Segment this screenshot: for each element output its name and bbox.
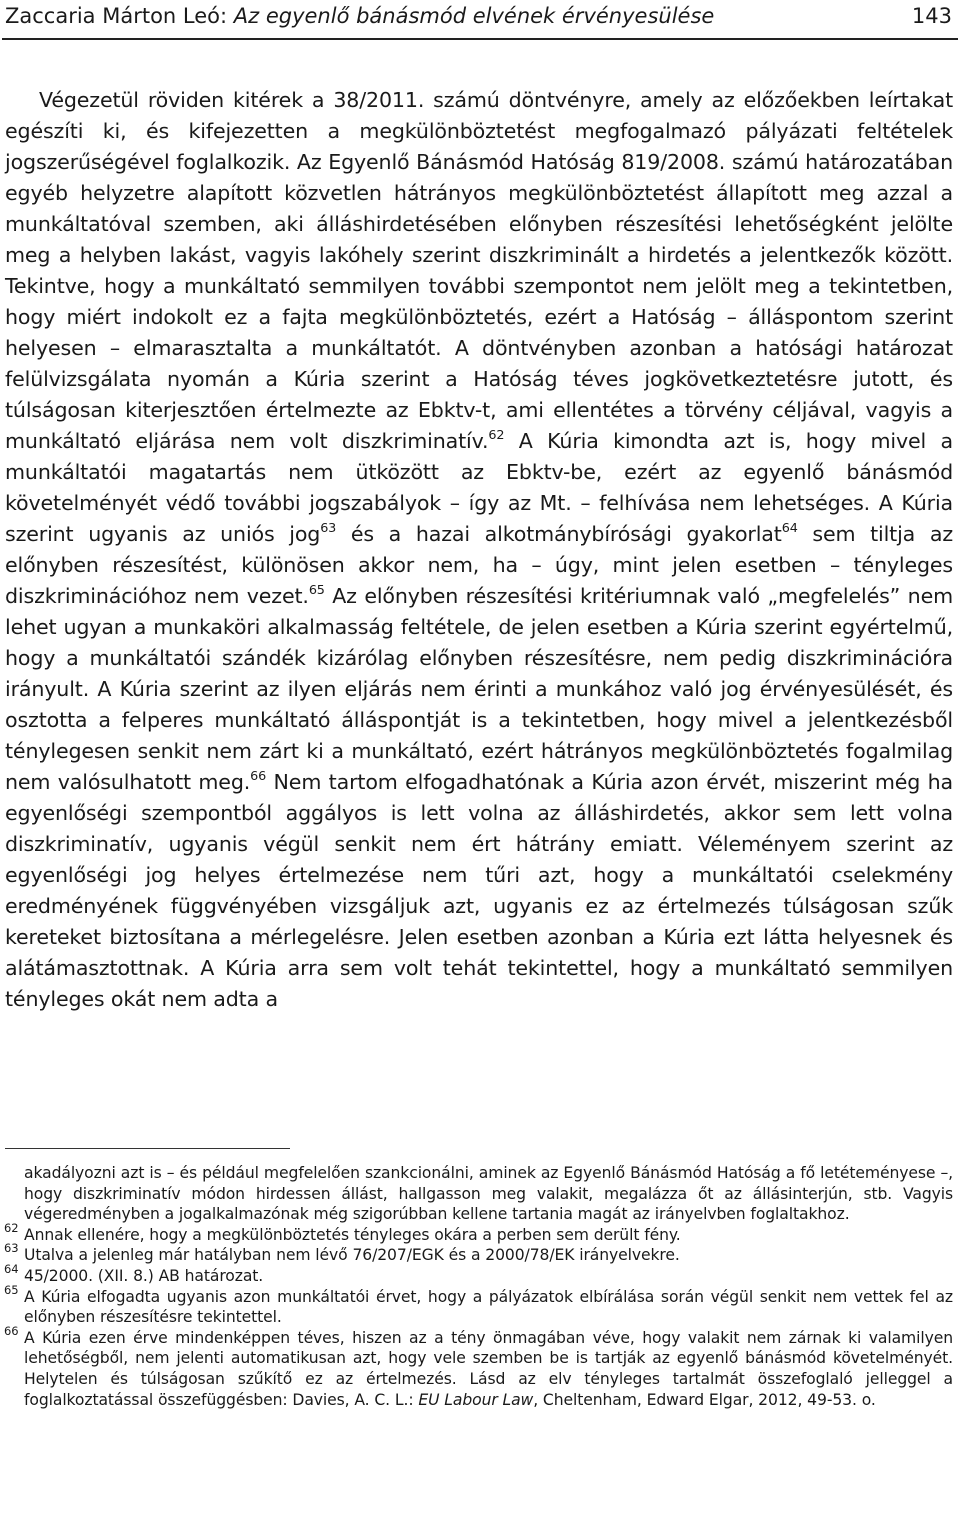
running-header bbox=[5, 2, 955, 36]
header-rule bbox=[2, 38, 958, 40]
footnote-ref-64[interactable]: 64 bbox=[781, 521, 798, 537]
footnote-number: 63 bbox=[4, 1241, 19, 1256]
text-segment: Végezetül röviden kitérek a 38/2011. számú döntvényre, amely az előzőekben leírtakat egészíti ki, és kifejezetten a megkülönböztetést megfogalmazó pályázati feltételek jogszerűségével foglalkozik. Az Egyenlő Bánásmód Hatóság 819/2008. számú határozatában egyéb helyzetre alapított közvetlen hátrányos megkülönböztetést állapított meg azzal a munkáltatóval szemben, aki álláshirdetésében előnyben részesítési lehetőségként jelölte meg a helyben lakást, vagyis lakóhely szerint diszkriminált a hirdetés a jelentkezők között. Tekintve, hogy a munkáltató semmilyen további szempontot nem jelölt meg a tekintetben, hogy miért indokolt ez a fajta megkülönböztetés, ezért a Hatóság – álláspontom szerint helyesen – elmarasztalta a munkáltatót. A döntvényben azonban a hatósági határozat felülvizsgálata nyomán a Kúria szerint a Hatóság téves jogkövetkeztetésre jutott, és túlságosan kiterjesztően értelmezte az Ebktv-t, ami ellentétes a törvény céljával, vagyis a munkáltató eljárása nem volt diszkriminatív. bbox=[5, 88, 953, 453]
header-title: Az egyenlő bánásmód elvének érvényesülése bbox=[233, 4, 715, 28]
footnote-text: 45/2000. (XII. 8.) AB határozat. bbox=[24, 1266, 264, 1285]
footnote-number: 66 bbox=[4, 1323, 19, 1338]
footnote-64 bbox=[4, 1261, 953, 1287]
page-number: 143 bbox=[911, 4, 952, 28]
footnote-text: A Kúria ezen érve mindenképpen téves, hiszen az a tény önmagában véve, hogy valakit nem zárnak ki valamilyen lehetőségből, nem jelenti automatikusan azt, hogy vele szemben be is tartják az egyenlő bánásmód követelményét. Helytelen és túlságosan szűkítő ez az értelmezés. Lásd az elv tényleges tartalmát összefoglaló jelleggel a foglalkoztatással összefüggésben: Davies, A. C. L.: bbox=[24, 1328, 953, 1409]
footnote-ref-66[interactable]: 66 bbox=[250, 769, 267, 785]
header-author: Zaccaria Márton Leó: bbox=[5, 4, 234, 28]
footnote-text: , Cheltenham, Edward Elgar, 2012, 49-53. o. bbox=[533, 1390, 876, 1409]
footnote-text: Utalva a jelenleg már hatályban nem lévő 76/207/EGK és a 2000/78/EK irányelvekre. bbox=[24, 1246, 680, 1265]
footnote-number: 65 bbox=[4, 1282, 19, 1297]
footnote-separator bbox=[5, 1148, 290, 1149]
footnote-continuation: akadályozni azt is – és például megfelelően szankcionálni, aminek az Egyenlő Bánásmód Hatóság a fő letéteményese –, hogy diszkriminatív módon hirdessen állást, hallgasson meg valakit, megalázza őt az állásinterjún, stb. Vagyis végeredményben a jogalkalmazónak még szigorúbban kellene tartania magát az irányelvben foglaltakhoz. bbox=[24, 1164, 953, 1224]
text-segment: Az előnyben részesítési kritériumnak való „megfelelés” nem lehet ugyan a munkaköri alkalmasság feltétele, de jelen esetben a Kúria szerint egyértelmű, hogy a munkáltatói szándék kizárólag előnyben részesítésre, nem pedig diszkriminációra irányult. A Kúria szerint az ilyen eljárás nem érinti a munkához való jog érvényesülését, és osztotta a felperes munkáltató álláspontját is a tekintetben, hogy mivel a jelentkezésből ténylegesen senkit nem zárt ki a munkáltató, ezért hátrányos megkülönböztetés fogalmilag nem valósulhatott meg. bbox=[5, 584, 954, 794]
footnote-text: A Kúria elfogadta ugyanis azon munkáltatói érvet, hogy a pályázatok elbírálása során végül senkit nem vettek fel az előnyben részesítésre tekintettel. bbox=[24, 1287, 953, 1327]
footnotes bbox=[5, 1163, 953, 1410]
footnote-62 bbox=[4, 1220, 953, 1246]
footnote-65 bbox=[4, 1282, 953, 1328]
text-segment: sem tiltja az előnyben részesítést, különösen akkor nem, ha – úgy, mint jelen esetben – tényleges diszkriminációhoz nem vezet. bbox=[5, 522, 953, 608]
footnote-number: 64 bbox=[4, 1261, 19, 1276]
footnote-ref-62[interactable]: 62 bbox=[488, 428, 505, 444]
main-text bbox=[5, 85, 953, 1015]
footnote-number: 62 bbox=[4, 1220, 19, 1235]
footnote-63 bbox=[4, 1241, 953, 1266]
footnote-66 bbox=[4, 1323, 953, 1410]
paragraph bbox=[5, 85, 953, 1015]
footnote-ref-63[interactable]: 63 bbox=[320, 521, 337, 537]
text-segment: és a hazai alkotmánybírósági gyakorlat bbox=[336, 522, 782, 546]
text-segment: A Kúria kimondta azt is, hogy mivel a munkáltatói magatartás nem ütközött az Ebktv-be, ezért az egyenlő bánásmód követelményét védő további jogszabályok – így az Mt. – felhívása nem lehetséges. A Kúria szerint ugyanis az uniós jog bbox=[5, 429, 953, 546]
footnote-text: Annak ellenére, hogy a megkülönböztetés tényleges okára a perben sem derült fény. bbox=[24, 1225, 681, 1244]
footnote-text-italic: EU Labour Law bbox=[418, 1390, 534, 1409]
footnote-ref-65[interactable]: 65 bbox=[308, 583, 325, 599]
text-segment: Nem tartom elfogadhatónak a Kúria azon érvét, miszerint még ha egyenlőségi szempontból aggályos is lett volna az álláshirdetés, akkor sem lett volna diszkriminatív, ugyanis végül senkit nem ért hátrány emiatt. Véleményem szerint az egyenlőségi jog helyes értelmezése nem tűri azt, hogy a munkáltatói cselekmény eredményének függvényében vizsgáljuk azt, ugyanis ez az értelmezés túlságosan szűk kereteket biztosítana a mérlegelésre. Jelen esetben azonban a Kúria ezt látta helyesnek és alátámasztottnak. A Kúria arra sem volt tehát tekintettel, hogy a munkáltató semmilyen tényleges okát nem adta a bbox=[5, 770, 953, 1011]
